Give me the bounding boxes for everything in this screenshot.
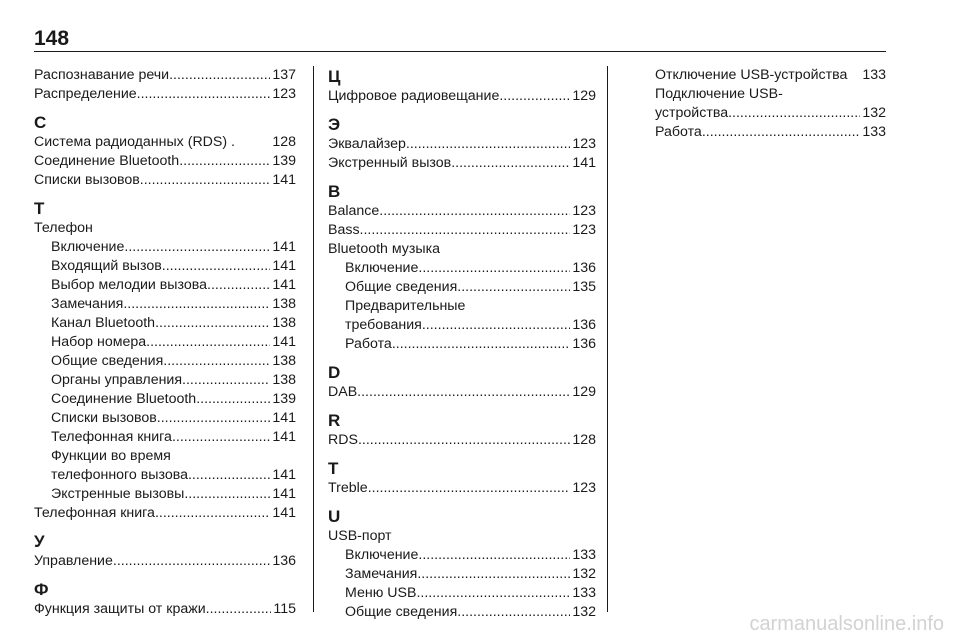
page-number: 148 xyxy=(34,27,70,50)
dot-leader xyxy=(172,428,270,447)
dot-leader xyxy=(206,600,272,619)
index-subentry xyxy=(34,333,296,352)
entry-label: RDS xyxy=(328,432,358,448)
entry-label: Экстренные вызовы xyxy=(51,486,185,502)
entry-label: Bass xyxy=(328,222,360,238)
index-subentry xyxy=(638,104,886,123)
entry-page-number: 123 xyxy=(572,222,596,238)
index-letter-heading: B xyxy=(328,182,341,201)
index-subentry xyxy=(34,238,296,257)
entry-label: Treble xyxy=(328,480,368,496)
dot-leader xyxy=(451,154,570,173)
dot-leader xyxy=(416,584,570,603)
entry-page-number: 123 xyxy=(572,136,596,152)
entry-label: устройства xyxy=(655,105,729,121)
entry-page-number: 141 xyxy=(272,172,296,188)
index-entry xyxy=(328,221,596,240)
entry-page-number: 123 xyxy=(572,203,596,219)
index-entry-heading: USB-порт xyxy=(328,528,392,544)
entry-page-number: 141 xyxy=(272,467,296,483)
entry-label: Канал Bluetooth xyxy=(51,315,156,331)
entry-label: Набор номера xyxy=(51,334,147,350)
entry-label: телефонного вызова xyxy=(51,467,188,483)
dot-leader xyxy=(422,316,570,335)
index-subentry xyxy=(328,259,596,278)
entry-page-number: 141 xyxy=(272,410,296,426)
entry-page-number: 141 xyxy=(272,486,296,502)
entry-label: Эквалайзер xyxy=(328,136,406,152)
entry-page-number: 141 xyxy=(272,239,296,255)
dot-leader xyxy=(163,352,270,371)
index-subentry xyxy=(638,123,886,142)
index-subentry xyxy=(34,295,296,314)
entry-label: Функция защиты от кражи xyxy=(34,601,206,617)
dot-leader xyxy=(728,104,860,123)
dot-leader xyxy=(368,479,571,498)
entry-label: Соединение Bluetooth xyxy=(51,391,197,407)
entry-page-number: 141 xyxy=(272,334,296,350)
entry-label: Включение xyxy=(345,547,419,563)
dot-leader xyxy=(113,552,270,571)
entry-page-number: 141 xyxy=(272,505,296,521)
index-subentry xyxy=(34,352,296,371)
dot-leader xyxy=(169,66,270,85)
index-subentry xyxy=(34,314,296,333)
index-entry xyxy=(34,66,296,85)
entry-label: Списки вызовов xyxy=(51,410,157,426)
entry-page-number: 123 xyxy=(572,480,596,496)
entry-page-number: 136 xyxy=(272,553,296,569)
entry-page-number: 115 xyxy=(273,601,296,617)
index-entry-heading: Телефон xyxy=(34,220,93,236)
entry-label: Управление xyxy=(34,553,113,569)
dot-leader xyxy=(417,565,570,584)
index-letter-heading: T xyxy=(328,459,339,478)
index-letter-heading: Т xyxy=(34,199,45,218)
entry-label: Balance xyxy=(328,203,380,219)
entry-label: Отключение USB-устройства xyxy=(655,67,848,83)
dot-leader xyxy=(418,546,570,565)
index-entry xyxy=(328,135,596,154)
entry-label: Замечания xyxy=(345,566,418,582)
index-subentry xyxy=(328,316,596,335)
entry-page-number: 133 xyxy=(572,585,596,601)
header-rule xyxy=(34,51,886,52)
entry-page-number: 132 xyxy=(572,566,596,582)
index-entry xyxy=(34,152,296,171)
dot-leader xyxy=(457,603,570,622)
entry-label: Замечания xyxy=(51,296,124,312)
index-subentry xyxy=(34,428,296,447)
entry-label: Общие сведения xyxy=(345,279,458,295)
index-entry xyxy=(328,383,596,402)
entry-label: Телефонная книга xyxy=(34,505,155,521)
index-column-1 xyxy=(34,66,296,619)
watermark: carmanualsonline.info xyxy=(749,613,944,635)
entry-label: Общие сведения xyxy=(51,353,164,369)
index-column-2 xyxy=(328,66,596,622)
entry-page-number: 128 xyxy=(272,134,296,150)
dot-leader xyxy=(196,390,270,409)
index-subentry xyxy=(34,485,296,504)
entry-label: Распознавание речи xyxy=(34,67,170,83)
entry-page-number: 132 xyxy=(862,105,886,121)
entry-page-number: 138 xyxy=(272,296,296,312)
entry-label: Работа xyxy=(655,124,702,140)
dot-leader xyxy=(179,152,270,171)
index-entry xyxy=(328,479,596,498)
entry-page-number: 135 xyxy=(572,279,596,295)
index-entry xyxy=(34,133,296,152)
entry-page-number: 128 xyxy=(572,432,596,448)
index-subentry xyxy=(328,603,596,622)
dot-leader xyxy=(457,278,570,297)
index-entry-heading: Bluetooth музыка xyxy=(328,241,441,257)
entry-label: DAB xyxy=(328,384,358,400)
dot-leader xyxy=(207,276,270,295)
dot-leader xyxy=(379,202,570,221)
dot-leader xyxy=(406,135,570,154)
index-subentry-text: Подключение USB- xyxy=(655,86,783,102)
entry-page-number: 136 xyxy=(572,260,596,276)
index-subentry xyxy=(34,276,296,295)
index-entry xyxy=(34,552,296,571)
entry-label: требования xyxy=(345,317,422,333)
dot-leader xyxy=(162,257,271,276)
index-letter-heading: Ц xyxy=(328,67,341,86)
dot-leader xyxy=(188,466,270,485)
index-entry xyxy=(328,154,596,173)
index-subentry xyxy=(34,371,296,390)
dot-leader xyxy=(123,295,270,314)
dot-leader xyxy=(358,431,570,450)
index-subentry xyxy=(34,257,296,276)
entry-label: Соединение Bluetooth xyxy=(34,153,180,169)
entry-page-number: 138 xyxy=(272,372,296,388)
index-entry xyxy=(34,85,296,104)
dot-leader xyxy=(357,383,570,402)
dot-leader xyxy=(392,335,571,354)
dot-leader xyxy=(155,314,270,333)
dot-leader xyxy=(140,171,271,190)
entry-page-number: 133 xyxy=(862,67,886,83)
dot-leader xyxy=(182,371,270,390)
index-subentry xyxy=(34,466,296,485)
entry-label: Распределение xyxy=(34,86,137,102)
entry-label: Включение xyxy=(345,260,419,276)
index-subentry xyxy=(34,409,296,428)
index-subentry xyxy=(328,335,596,354)
entry-page-number: 133 xyxy=(572,547,596,563)
index-entry xyxy=(34,171,296,190)
column-divider-2 xyxy=(607,66,608,612)
index-entry xyxy=(34,600,296,619)
index-subentry xyxy=(34,390,296,409)
entry-label: Экстренный вызов xyxy=(328,155,452,171)
index-letter-heading: С xyxy=(34,113,47,132)
index-entry xyxy=(328,431,596,450)
index-letter-heading: U xyxy=(328,507,341,526)
index-subentry xyxy=(638,66,886,85)
entry-page-number: 141 xyxy=(272,277,296,293)
entry-label: Меню USB xyxy=(345,585,417,601)
dot-leader xyxy=(155,504,270,523)
dot-leader xyxy=(124,238,270,257)
index-entry xyxy=(328,87,596,106)
index-letter-heading: Ф xyxy=(34,580,49,599)
entry-page-number: 132 xyxy=(572,604,596,620)
index-subentry xyxy=(328,278,596,297)
index-subentry xyxy=(328,546,596,565)
entry-label: Включение xyxy=(51,239,125,255)
entry-page-number: 123 xyxy=(272,86,296,102)
index-subentry xyxy=(328,584,596,603)
entry-page-number: 141 xyxy=(272,258,296,274)
entry-page-number: 139 xyxy=(272,391,296,407)
entry-page-number: 136 xyxy=(572,317,596,333)
index-letter-heading: R xyxy=(328,411,341,430)
entry-page-number: 138 xyxy=(272,353,296,369)
entry-label: Общие сведения xyxy=(345,604,458,620)
entry-label: Телефонная книга xyxy=(51,429,172,445)
index-subentry xyxy=(328,565,596,584)
dot-leader xyxy=(157,409,271,428)
entry-label: Цифровое радиовещание xyxy=(328,88,500,104)
entry-page-number: 137 xyxy=(272,67,296,83)
dot-leader xyxy=(184,485,270,504)
entry-page-number: 133 xyxy=(862,124,886,140)
entry-page-number: 141 xyxy=(572,155,596,171)
dot-leader xyxy=(137,85,271,104)
column-divider-1 xyxy=(313,66,314,612)
index-letter-heading: D xyxy=(328,363,341,382)
entry-page-number: 129 xyxy=(572,384,596,400)
entry-page-number: 136 xyxy=(572,336,596,352)
entry-label: Органы управления xyxy=(51,372,183,388)
index-subentry-text: Функции во время xyxy=(51,448,171,464)
index-letter-heading: Э xyxy=(328,115,341,134)
dot-leader xyxy=(702,123,861,142)
index-letter-heading: У xyxy=(34,532,45,551)
index-subentry-text: Предварительные xyxy=(345,298,466,314)
entry-page-number: 138 xyxy=(272,315,296,331)
entry-label: Входящий вызов xyxy=(51,258,162,274)
entry-label: Система радиоданных (RDS) . xyxy=(34,134,236,150)
dot-leader xyxy=(499,87,570,106)
dot-leader xyxy=(360,221,571,240)
entry-label: Работа xyxy=(345,336,392,352)
dot-leader xyxy=(418,259,570,278)
entry-page-number: 141 xyxy=(272,429,296,445)
entry-page-number: 139 xyxy=(272,153,296,169)
entry-label: Выбор мелодии вызова xyxy=(51,277,208,293)
index-column-3 xyxy=(638,66,886,142)
dot-leader xyxy=(146,333,270,352)
entry-page-number: 129 xyxy=(572,88,596,104)
entry-label: Списки вызовов xyxy=(34,172,140,188)
index-entry xyxy=(328,202,596,221)
index-entry xyxy=(34,504,296,523)
